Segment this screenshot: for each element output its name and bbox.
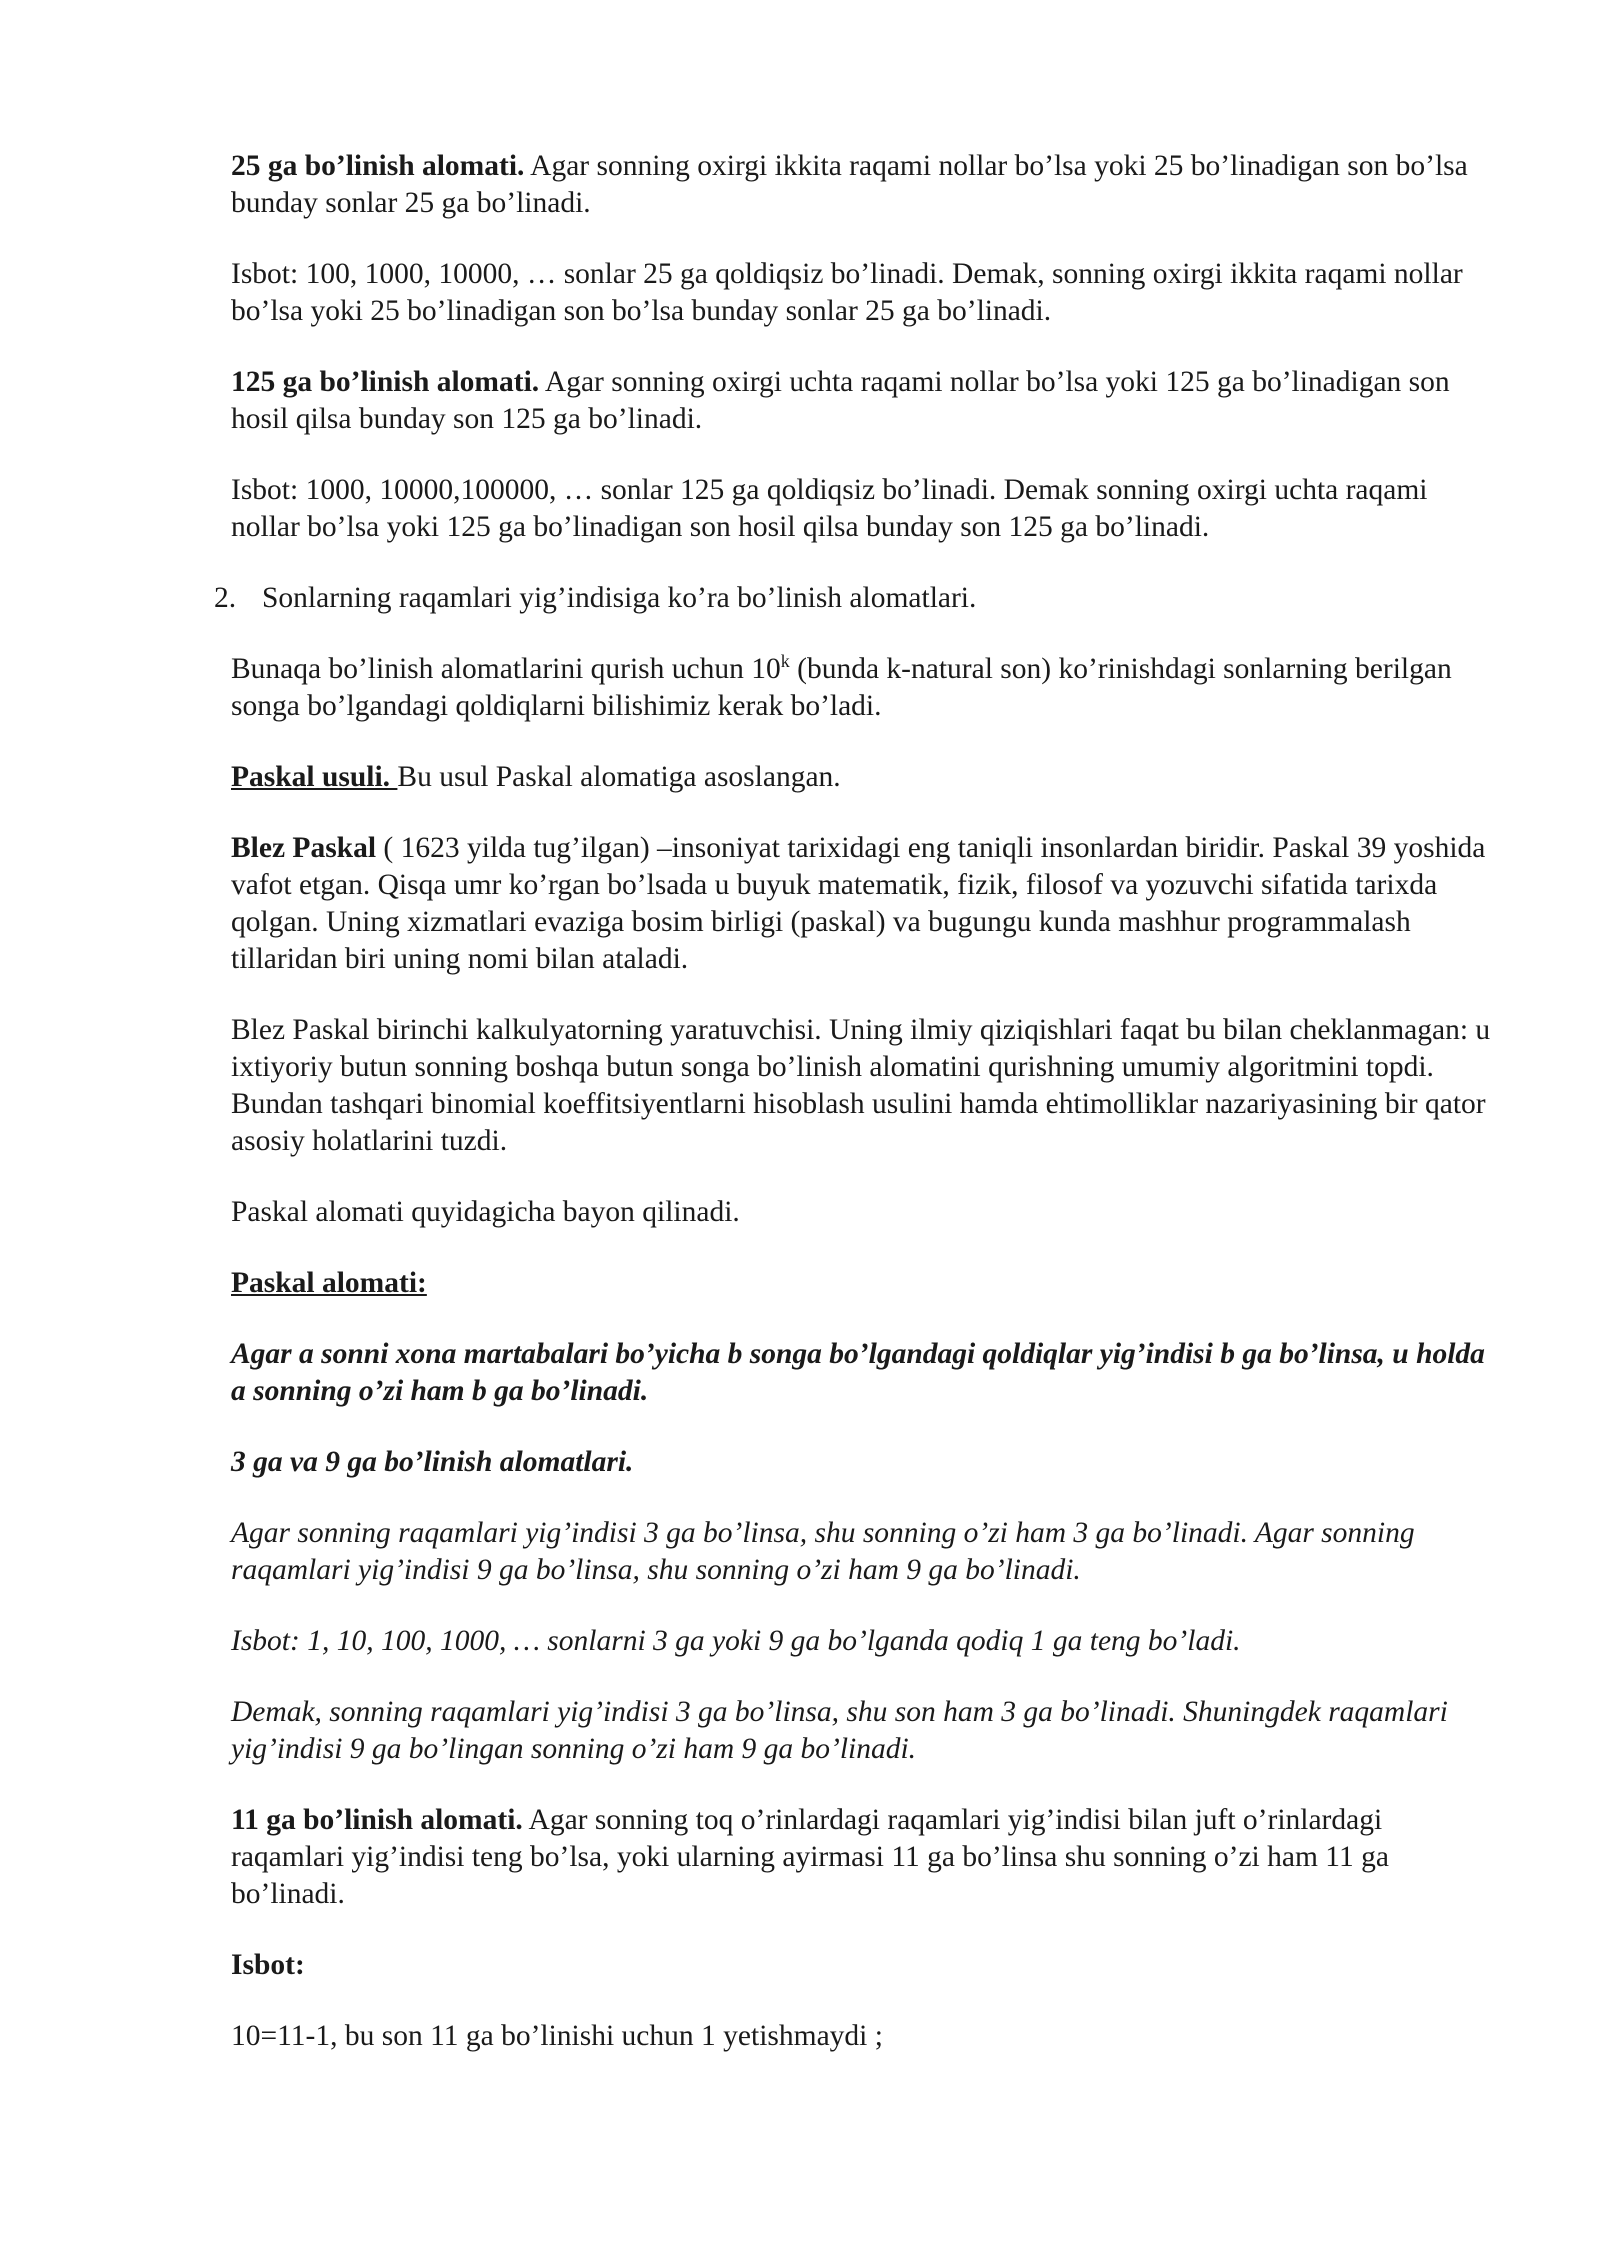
proof-label-11-rule: Isbot:	[231, 1949, 305, 1981]
text-125-rule: Agar sonning oxirgi uchta raqami nollar bo’lsa yoki 125 ga bo’linadigan son hosil qilsa bunday son 125 ga bo’linadi.	[231, 366, 1450, 435]
heading-125-rule: 125 ga bo’linish alomati.	[231, 366, 540, 398]
heading-paskal-usuli: Paskal usuli.	[231, 761, 398, 793]
proof-125-rule: Isbot: 1000, 10000,100000, … sonlar 125 ga qoldiqsiz bo’linadi. Demak sonning oxirgi uchta raqami nollar bo’lsa yoki 125 ga bo’linadigan son hosil qilsa bunday son 125 ga bo’linadi.	[231, 474, 1428, 543]
list-item-text: Sonlarning raqamlari yig’indisiga ko’ra bo’linish alomatlari.	[262, 582, 977, 614]
heading-25-rule: 25 ga bo’linish alomati.	[231, 150, 525, 182]
intro-text-after: (bunda k-natural son) ko’rinishdagi sonlarning berilgan songa bo’lgandagi qoldiqlarni bilishimiz kerak bo’ladi.	[231, 653, 1452, 722]
paragraph-intro	[231, 651, 1493, 725]
conclusion-3-9-rule: Demak, sonning raqamlari yig’indisi 3 ga bo’linsa, shu son ham 3 ga bo’linadi. Shuningdek raqamlari yig’indisi 9 ga bo’lingan sonning o’zi ham 9 ga bo’linadi.	[231, 1696, 1448, 1765]
proof-line-11-rule: 10=11-1, bu son 11 ga bo’linishi uchun 1 yetishmaydi ;	[231, 2020, 883, 2052]
paragraph-11-rule	[231, 1802, 1493, 1913]
text-11-rule: Agar sonning toq o’rinlardagi raqamlari yig’indisi bilan juft o’rinlardagi raqamlari yig’indisi teng bo’lsa, yoki ularning ayirmasi 11 ga bo’linsa shu sonning o’zi ham 11 ga bo’linadi.	[231, 1804, 1389, 1910]
heading-3-9-rule: 3 ga va 9 ga bo’linish alomatlari.	[231, 1446, 634, 1478]
text-paskal-usuli: Bu usul Paskal alomatiga asoslangan.	[397, 761, 841, 793]
text-25-rule: Agar sonning oxirgi ikkita raqami nollar bo’lsa yoki 25 bo’linadigan son bo’lsa bunday sonlar 25 ga bo’linadi.	[231, 150, 1468, 219]
intro-superscript: k	[780, 651, 790, 671]
name-blez-paskal: Blez Paskal	[231, 832, 377, 864]
proof-25-rule: Isbot: 100, 1000, 10000, … sonlar 25 ga qoldiqsiz bo’linadi. Demak, sonning oxirgi ikkita raqami nollar bo’lsa yoki 25 bo’linadigan son bo’lsa bunday sonlar 25 ga bo’linadi.	[231, 258, 1463, 327]
paragraph-paskal-usuli	[231, 759, 1493, 796]
list-number: 2.	[214, 582, 237, 614]
heading-paskal-alomati: Paskal alomati:	[231, 1267, 427, 1299]
heading-11-rule: 11 ga bo’linish alomati.	[231, 1804, 523, 1836]
text-3-9-rule: Agar sonning raqamlari yig’indisi 3 ga bo’linsa, shu sonning o’zi ham 3 ga bo’linadi. Agar sonning raqamlari yig’indisi 9 ga bo’linsa, shu sonning o’zi ham 9 ga bo’linadi.	[231, 1517, 1415, 1586]
text-blez-paskal: ( 1623 yilda tug’ilgan) –insoniyat tarixidagi eng taniqli insonlardan biridir. Paskal 39 yoshida vafot etgan. Qisqa umr ko’rgan bo’lsada u buyuk matematik, fizik, filosof va yozuvchi sifatida tarixda qolgan. Uning xizmatlari evaziga bosim birligi (paskal) va bugungu kunda mashhur programmalash tillaridan biri uning nomi bilan ataladi.	[231, 832, 1486, 975]
paragraph-paskal-bayon: Paskal alomati quyidagicha bayon qilinadi.	[231, 1196, 740, 1228]
paragraph-25-rule	[231, 148, 1493, 222]
paragraph-blez-paskal	[231, 830, 1493, 978]
paragraph-125-rule	[231, 364, 1493, 438]
intro-text-before: Bunaqa bo’linish alomatlarini qurish uchun 10	[231, 653, 781, 685]
paragraph-blez-paskal-2: Blez Paskal birinchi kalkulyatorning yaratuvchisi. Uning ilmiy qiziqishlari faqat bu bilan cheklanmagan: u ixtiyoriy butun sonning boshqa butun songa bo’linish alomatini qurishning umumiy algoritmini topdi. Bundan tashqari binomial koeffitsiyentlarni hisoblash usulini hamda ehtimolliklar nazariyasining bir qator asosiy holatlarini tuzdi.	[231, 1014, 1491, 1157]
document-page	[214, 148, 1493, 2089]
proof-3-9-rule: Isbot: 1, 10, 100, 1000, … sonlarni 3 ga yoki 9 ga bo’lganda qodiq 1 ga teng bo’ladi.	[231, 1625, 1241, 1657]
numbered-item-2	[214, 580, 1493, 617]
statement-paskal-alomati: Agar a sonni xona martabalari bo’yicha b songa bo’lgandagi qoldiqlar yig’indisi b ga bo’linsa, u holda a sonning o’zi ham b ga bo’linadi.	[231, 1338, 1485, 1407]
